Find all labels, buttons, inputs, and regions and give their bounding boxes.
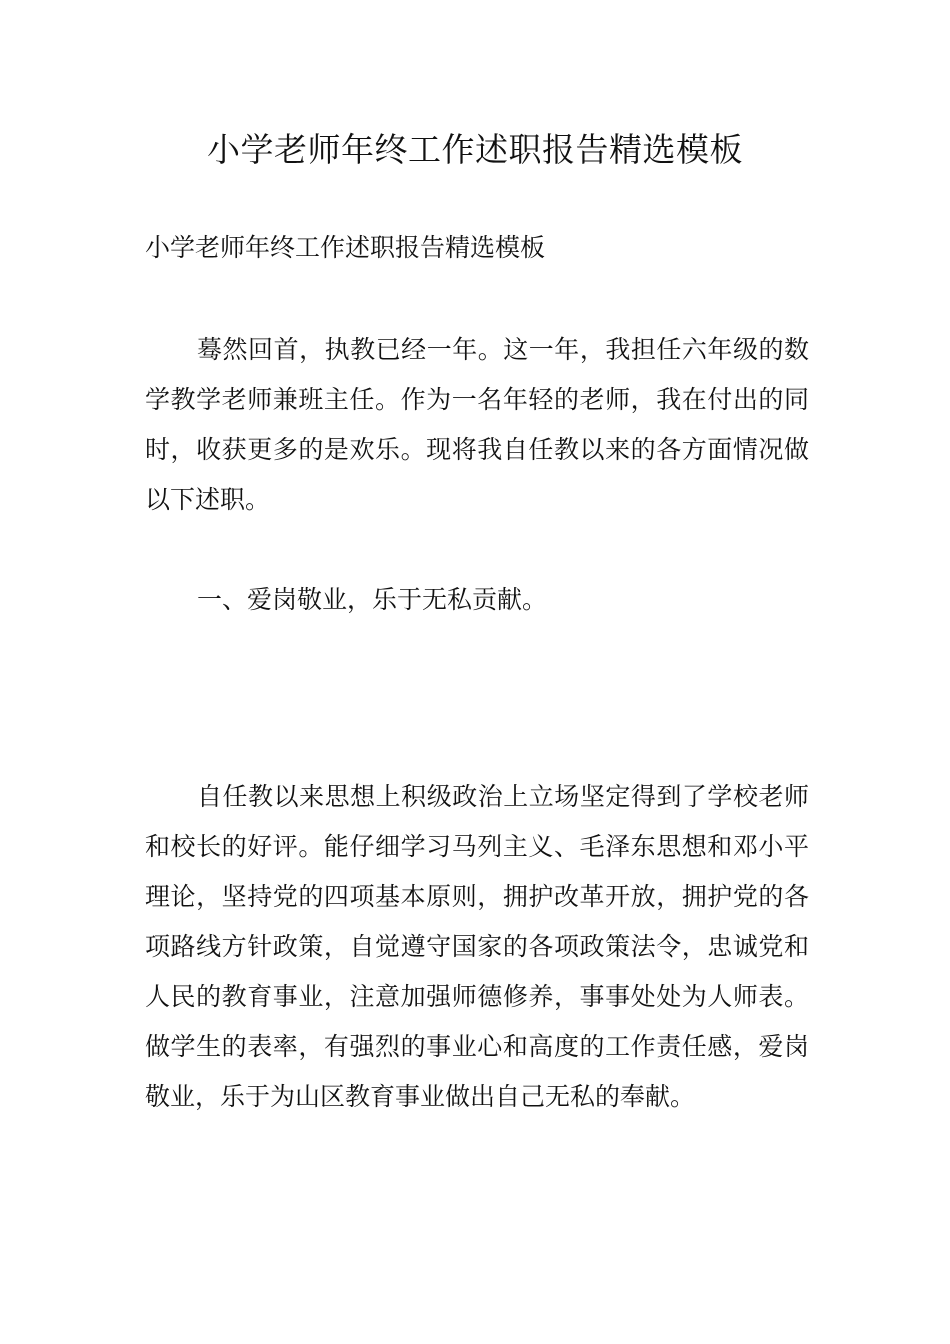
body-paragraph: 自任教以来思想上积级政治上立场坚定得到了学校老师和校长的好评。能仔细学习马列主义、毛泽东思想和邓小平理论，坚持党的四项基本原则，拥护改革开放，拥护党的各项路线方针政策，自觉遵守国家的各项政策法令，忠诚党和人民的教育事业，注意加强师德修养，事事处处为人师表。做学生的表率，有强烈的事业心和高度的工作责任感，爱岗敬业，乐于为山区教育事业做出自己无私的奉献。 (145, 782, 809, 1111)
intro-paragraph: 蓦然回首，执教已经一年。这一年，我担任六年级的数学教学老师兼班主任。作为一名年轻的老师，我在付出的同时，收获更多的是欢乐。现将我自任教以来的各方面情况做以下述职。 (145, 335, 809, 514)
document-subtitle: 小学老师年终工作述职报告精选模板 (145, 233, 546, 262)
section-heading: 一、爱岗敬业，乐于无私贡献。 (197, 585, 548, 614)
document-title: 小学老师年终工作述职报告精选模板 (207, 130, 743, 169)
